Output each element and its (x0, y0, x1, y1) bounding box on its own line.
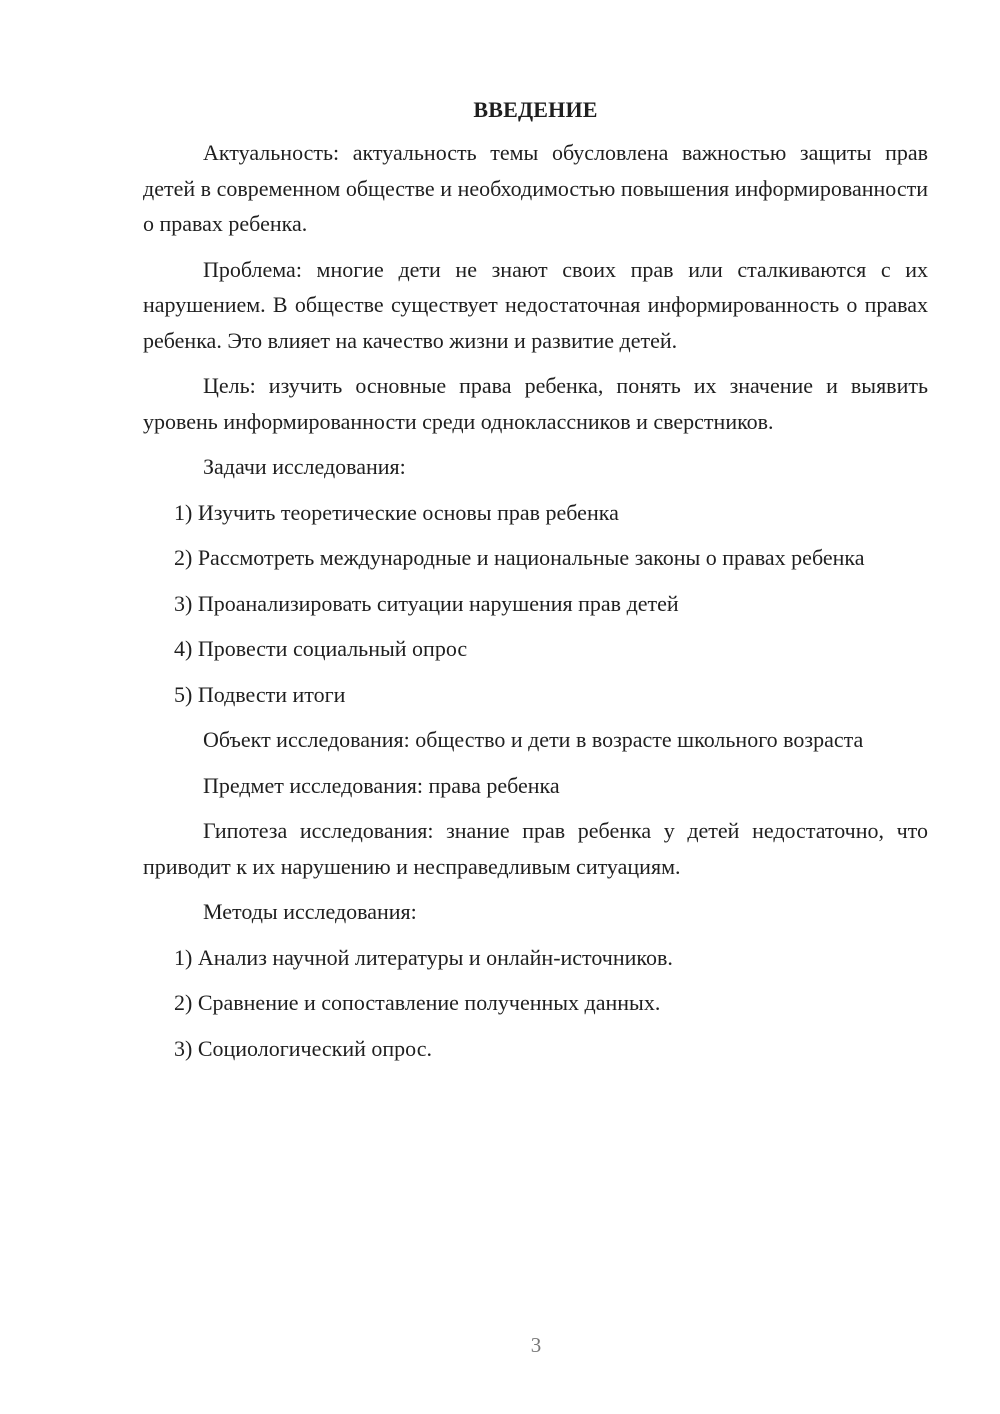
paragraph-object: Объект исследования: общество и дети в возрасте школьного возраста (203, 727, 864, 752)
task-item-2: 2) Рассмотреть международные и национальные законы о правах ребенка (174, 545, 865, 570)
paragraph-problem: Проблема: многие дети не знают своих прав или сталкиваются с их нарушением. В обществе существует недостаточная информированность о правах ребенка. Это влияет на качество жизни и развитие детей. (143, 256, 928, 353)
paragraph-goal: Цель: изучить основные права ребенка, понять их значение и выявить уровень информированности среди одноклассников и сверстников. (143, 373, 928, 434)
paragraph-hypothesis: Гипотеза исследования: знание прав ребенка у детей недостаточно, что приводит к их нарушению и несправедливым ситуациям. (143, 818, 928, 879)
page-title: ВВЕДЕНИЕ (473, 97, 598, 122)
task-item-4: 4) Провести социальный опрос (174, 636, 468, 661)
page-content (143, 92, 928, 1076)
page-number: 3 (530, 1333, 542, 1357)
paragraph-relevance: Актуальность: актуальность темы обусловлена важностью защиты прав детей в современном обществе и необходимостью повышения информированности о правах ребенка. (143, 140, 928, 236)
methods-heading: Методы исследования: (203, 899, 417, 924)
task-item-5: 5) Подвести итоги (174, 681, 346, 707)
task-item-3: 3) Проанализировать ситуации нарушения прав детей (174, 590, 679, 616)
method-item-3: 3) Социологический опрос. (174, 1035, 432, 1061)
paragraph-subject: Предмет исследования: права ребенка (203, 772, 560, 798)
tasks-heading: Задачи исследования: (203, 454, 406, 479)
method-item-1: 1) Анализ научной литературы и онлайн-источников. (174, 944, 673, 970)
task-item-1: 1) Изучить теоретические основы прав ребенка (174, 499, 619, 525)
method-item-2: 2) Сравнение и сопоставление полученных данных. (174, 990, 661, 1015)
